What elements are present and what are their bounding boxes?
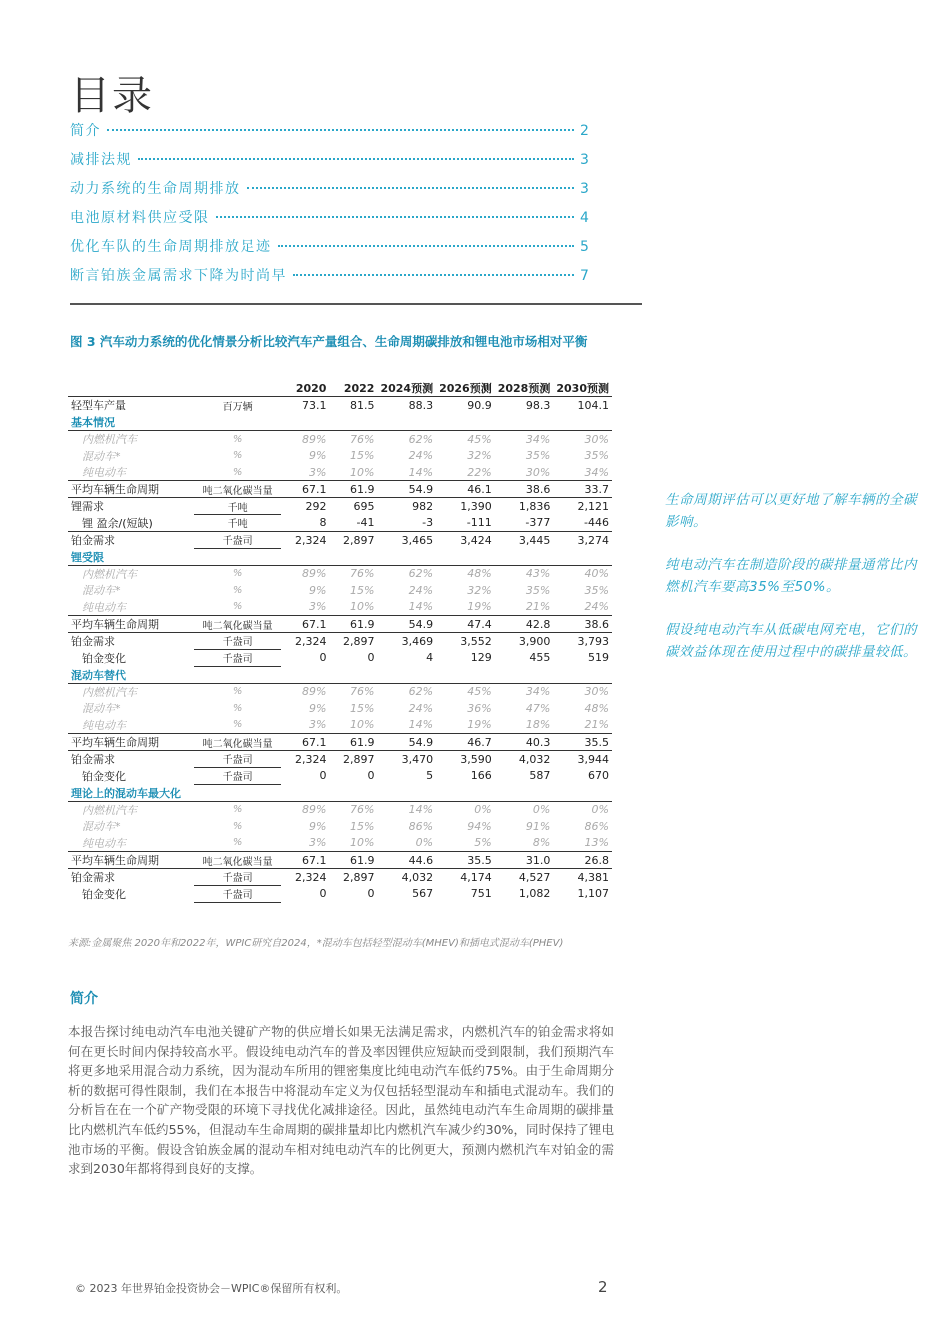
cell-value: 3,465: [401, 533, 434, 547]
row-label: 铂金变化: [82, 769, 126, 783]
production-row: [68, 397, 612, 414]
cell-value: 3,944: [577, 752, 609, 766]
row-unit: 百万辆: [222, 401, 253, 413]
cell-value: 455: [529, 651, 551, 665]
cell-value: 35%: [525, 449, 551, 463]
cell-value: 10%: [329, 717, 377, 734]
cell-value: 44.6: [377, 852, 436, 869]
row-label: 混动车*: [82, 702, 121, 716]
cell-value: 31.0: [495, 852, 554, 869]
cell-value: 14%: [408, 803, 434, 817]
divider: [70, 303, 642, 305]
toc-item-fleet[interactable]: 优化车队的生命周期排放足迹 5: [70, 239, 591, 255]
col-header: 2026预测: [436, 380, 495, 397]
cell-value: 89%: [302, 803, 327, 817]
row-label: 铂金变化: [82, 887, 126, 901]
cell-value: 14%: [377, 717, 436, 734]
cell-value: 76%: [350, 685, 375, 699]
cell-value: 30%: [584, 685, 609, 699]
cell-value: 38.6: [495, 481, 554, 498]
cell-value: 3%: [281, 717, 329, 734]
cell-value: 40%: [584, 567, 609, 581]
cell-value: 33.7: [553, 481, 612, 498]
cell-value: 3%: [281, 599, 329, 616]
mix-row: [68, 717, 612, 734]
cell-value: 54.9: [377, 734, 436, 751]
cell-value: 292: [305, 499, 327, 513]
cell-value: 35%: [525, 583, 551, 597]
cell-value: 9%: [309, 819, 327, 833]
mix-row: [68, 430, 612, 447]
cell-value: 61.9: [329, 852, 377, 869]
data-row: [68, 481, 612, 498]
row-label: 锂 盈余/(短缺): [68, 515, 194, 532]
cell-value: 129: [470, 651, 492, 665]
row-label: 平均车辆生命周期: [68, 481, 194, 498]
cell-value: 982: [412, 499, 434, 513]
row-label: 混动车*: [82, 449, 121, 463]
cell-value: 2,324: [294, 752, 327, 766]
row-label: 纯电动车: [68, 717, 194, 734]
cell-value: 15%: [350, 583, 375, 597]
cell-value: 8: [281, 515, 329, 532]
data-row: [68, 734, 612, 751]
cell-value: 24%: [408, 583, 434, 597]
col-header: 2028预测: [495, 380, 554, 397]
cell-value: 76%: [350, 567, 375, 581]
cell-value: 67.1: [281, 734, 329, 751]
section-header: [68, 784, 612, 801]
row-unit: %: [232, 433, 243, 445]
toc-item-regulation[interactable]: 减排法规 3: [70, 152, 591, 168]
cell-value: 15%: [350, 449, 375, 463]
data-row: [68, 616, 612, 633]
cell-value: 89%: [302, 567, 327, 581]
cell-value: 15%: [350, 819, 375, 833]
cell-value: 4,381: [577, 870, 609, 884]
table-of-contents: [70, 120, 590, 294]
cell-value: 0: [319, 651, 327, 665]
cell-value: 3,469: [401, 634, 434, 648]
cell-value: -41: [329, 515, 377, 532]
cell-value: -3: [377, 515, 436, 532]
cell-value: 5: [426, 769, 434, 783]
sidebar-note: 假设纯电动汽车从低碳电网充电，它们的碳效益体现在使用过程中的碳排量较低。: [665, 622, 917, 660]
cell-value: 9%: [309, 449, 327, 463]
cell-value: 45%: [467, 432, 492, 446]
cell-value: 34%: [525, 685, 551, 699]
row-label: 混动车*: [82, 820, 121, 834]
row-unit: 吨二氧化碳当量: [194, 852, 282, 869]
cell-value: 24%: [408, 449, 434, 463]
cell-value: 670: [588, 769, 609, 783]
col-header: 2024预测: [377, 380, 436, 397]
footer-copyright: © 2023 年世界铂金投资协会－WPIC®保留所有权利。: [75, 1282, 348, 1295]
cell-value: 21%: [495, 599, 554, 616]
cell-value: 38.6: [553, 616, 612, 633]
cell-value: 40.3: [495, 734, 554, 751]
cell-value: 3,424: [460, 533, 492, 547]
cell-value: 695: [353, 499, 375, 513]
cell-value: 19%: [436, 599, 495, 616]
cell-value: 54.9: [377, 481, 436, 498]
row-unit: %: [232, 820, 243, 832]
mix-row: [68, 599, 612, 616]
cell-value: 9%: [309, 701, 327, 715]
mix-row: [68, 565, 612, 582]
cell-value: 67.1: [281, 852, 329, 869]
cell-value: 4,032: [401, 870, 434, 884]
cell-value: 2,897: [342, 870, 375, 884]
row-label: 内燃机汽车: [82, 567, 137, 581]
row-unit: 吨二氧化碳当量: [194, 481, 282, 498]
row-label: 平均车辆生命周期: [68, 852, 194, 869]
row-unit: %: [194, 464, 282, 481]
row-unit: 千盎司: [194, 869, 282, 886]
cell-value: 26.8: [553, 852, 612, 869]
cell-value: 62%: [408, 567, 434, 581]
cell-value: 1,082: [518, 887, 551, 901]
row-unit: 千盎司: [194, 767, 282, 784]
cell-value: 62%: [408, 432, 434, 446]
cell-value: 14%: [377, 464, 436, 481]
row-unit: %: [232, 450, 243, 462]
data-row: [68, 885, 612, 902]
cell-value: 3,274: [577, 533, 609, 547]
cell-value: 91%: [525, 819, 551, 833]
cell-value: 45%: [467, 685, 492, 699]
cell-value: 166: [470, 769, 492, 783]
cell-value: 35%: [584, 449, 609, 463]
section-title: 锂受限: [68, 548, 612, 565]
cell-value: 61.9: [329, 481, 377, 498]
row-unit: %: [232, 702, 243, 714]
row-label: 锂需求: [71, 500, 104, 514]
cell-value: 30%: [584, 432, 609, 446]
figure-source: 来源:金属聚焦 2020年和2022年，WPIC研究自2024，*混动车包括轻型混动车(MHEV)和插电式混动车(PHEV): [68, 938, 564, 949]
row-unit: 千吨: [194, 498, 282, 515]
row-label: 轻型车产量: [71, 399, 126, 413]
cell-value: -377: [495, 515, 554, 532]
cell-value: 34%: [525, 432, 551, 446]
data-row: [68, 852, 612, 869]
toc-item-pgm[interactable]: 断言铂族金属需求下降为时尚早 7: [70, 268, 591, 284]
row-unit: 千盎司: [194, 885, 282, 902]
cell-value: 1,107: [577, 887, 609, 901]
toc-item-lifecycle[interactable]: 动力系统的生命周期排放 3: [70, 181, 591, 197]
cell-value: 54.9: [377, 616, 436, 633]
row-unit: 千吨: [194, 515, 282, 532]
cell-value: 34%: [553, 464, 612, 481]
cell-value: 86%: [408, 819, 434, 833]
cell-value: 42.8: [495, 616, 554, 633]
row-label: 平均车辆生命周期: [68, 616, 194, 633]
row-label: 铂金需求: [71, 753, 115, 767]
cell-value: 1,836: [518, 499, 551, 513]
cell-value: 1,390: [460, 499, 492, 513]
cell-value: 90.9: [467, 398, 492, 412]
cell-value: 67.1: [281, 481, 329, 498]
data-row: [68, 633, 612, 650]
row-unit: %: [232, 568, 243, 580]
data-row: [68, 531, 612, 548]
data-row: [68, 751, 612, 768]
section-header: [68, 666, 612, 683]
row-unit: 吨二氧化碳当量: [194, 734, 282, 751]
toc-item-battery[interactable]: 电池原材料供应受限 4: [70, 210, 591, 226]
cell-value: 5%: [436, 835, 495, 852]
cell-value: 8%: [495, 835, 554, 852]
row-label: 内燃机汽车: [82, 433, 137, 447]
cell-value: 0%: [532, 803, 551, 817]
row-unit: %: [232, 584, 243, 596]
cell-value: 3,552: [460, 634, 492, 648]
cell-value: 2,897: [342, 634, 375, 648]
col-header: 2020: [281, 380, 329, 397]
cell-value: 0%: [474, 803, 492, 817]
figure-title: 图 3 汽车动力系统的优化情景分析比较汽车产量组合、生命周期碳排放和锂电池市场相对平衡: [70, 334, 588, 349]
cell-value: 94%: [467, 819, 492, 833]
cell-value: -446: [553, 515, 612, 532]
row-label: 纯电动车: [68, 464, 194, 481]
cell-value: 76%: [350, 432, 375, 446]
row-label: 纯电动车: [68, 835, 194, 852]
toc-item-intro[interactable]: 简介 2: [70, 123, 591, 139]
cell-value: 3%: [281, 835, 329, 852]
cell-value: 30%: [495, 464, 554, 481]
row-label: 纯电动车: [68, 599, 194, 616]
row-label: 铂金变化: [82, 651, 126, 665]
cell-value: -111: [436, 515, 495, 532]
row-unit: 千盎司: [194, 649, 282, 666]
cell-value: 61.9: [329, 734, 377, 751]
cell-value: 73.1: [301, 398, 327, 412]
cell-value: 32%: [467, 449, 492, 463]
cell-value: 4,032: [518, 752, 551, 766]
cell-value: 3,900: [518, 634, 551, 648]
cell-value: 24%: [408, 701, 434, 715]
cell-value: 67.1: [281, 616, 329, 633]
cell-value: 2,897: [342, 752, 375, 766]
cell-value: 15%: [350, 701, 375, 715]
cell-value: 519: [588, 651, 609, 665]
cell-value: 2,897: [342, 533, 375, 547]
cell-value: 35.5: [436, 852, 495, 869]
row-unit: %: [194, 835, 282, 852]
row-label: 内燃机汽车: [82, 685, 137, 699]
cell-value: 3%: [281, 464, 329, 481]
cell-value: 10%: [329, 599, 377, 616]
cell-value: 9%: [309, 583, 327, 597]
cell-value: 2,324: [294, 870, 327, 884]
cell-value: 2,324: [294, 634, 327, 648]
cell-value: 14%: [377, 599, 436, 616]
cell-value: 36%: [467, 701, 492, 715]
cell-value: 46.1: [436, 481, 495, 498]
cell-value: 0: [319, 769, 327, 783]
cell-value: 587: [529, 769, 551, 783]
scenario-table: [68, 380, 612, 903]
cell-value: 0: [367, 651, 375, 665]
intro-heading: 简介: [70, 991, 98, 1007]
mix-row: [68, 835, 612, 852]
cell-value: 47%: [525, 701, 551, 715]
mix-row: [68, 683, 612, 700]
cell-value: 0%: [591, 803, 609, 817]
cell-value: 47.4: [436, 616, 495, 633]
sidebar-note: 生命周期评估可以更好地了解车辆的全碳影响。: [665, 492, 917, 530]
cell-value: 32%: [467, 583, 492, 597]
cell-value: 10%: [329, 835, 377, 852]
cell-value: 89%: [302, 432, 327, 446]
cell-value: 10%: [329, 464, 377, 481]
row-unit: 千盎司: [194, 531, 282, 548]
cell-value: 18%: [495, 717, 554, 734]
table-body: [68, 397, 612, 902]
page-number: 2: [598, 1278, 608, 1296]
mix-row: [68, 582, 612, 599]
cell-value: 62%: [408, 685, 434, 699]
col-header: 2030预测: [553, 380, 612, 397]
toc-title: 目录: [70, 73, 154, 119]
row-unit: 千盎司: [194, 633, 282, 650]
cell-value: 89%: [302, 685, 327, 699]
data-row: [68, 498, 612, 515]
data-row: [68, 515, 612, 532]
row-unit: %: [232, 686, 243, 698]
cell-value: 48%: [467, 567, 492, 581]
cell-value: 61.9: [329, 616, 377, 633]
row-unit: %: [194, 599, 282, 616]
cell-value: 13%: [553, 835, 612, 852]
cell-value: 3,793: [577, 634, 609, 648]
cell-value: 0: [319, 887, 327, 901]
section-header: [68, 548, 612, 565]
mix-row: [68, 818, 612, 835]
row-label: 铂金需求: [71, 534, 115, 548]
row-label: 铂金需求: [71, 871, 115, 885]
data-row: [68, 869, 612, 886]
mix-row: [68, 447, 612, 464]
cell-value: 751: [470, 887, 492, 901]
cell-value: 98.3: [525, 398, 551, 412]
cell-value: 104.1: [577, 398, 609, 412]
cell-value: 81.5: [349, 398, 375, 412]
cell-value: 3,470: [401, 752, 434, 766]
row-label: 平均车辆生命周期: [68, 734, 194, 751]
row-unit: 吨二氧化碳当量: [194, 616, 282, 633]
section-title: 基本情况: [68, 414, 612, 431]
cell-value: 35%: [584, 583, 609, 597]
cell-value: 2,324: [294, 533, 327, 547]
data-row: [68, 649, 612, 666]
mix-row: [68, 464, 612, 481]
cell-value: 0: [367, 887, 375, 901]
cell-value: 43%: [525, 567, 551, 581]
table-header: [68, 380, 612, 397]
cell-value: 3,445: [518, 533, 551, 547]
mix-row: [68, 700, 612, 717]
cell-value: 4,527: [518, 870, 551, 884]
cell-value: 4: [426, 651, 434, 665]
cell-value: 0%: [377, 835, 436, 852]
cell-value: 21%: [553, 717, 612, 734]
row-label: 混动车*: [82, 584, 121, 598]
mix-row: [68, 801, 612, 818]
intro-body: 本报告探讨纯电动汽车电池关键矿产物的供应增长如果无法满足需求，内燃机汽车的铂金需求将如何在更长时间内保持较高水平。假设纯电动汽车的普及率因锂供应短缺而受到限制，我们预期汽车将更多地采用混合动力系统，因为混动车所用的锂密集度比纯电动汽车低约75%。由于生命周期分析的数据可得性限制，我们在本报告中将混动车定义为仅包括轻型混动车和插电式混动车。我们的分析旨在在一个矿产物受限的环境下寻找优化减排途径。因此，虽然纯电动汽车生命周期的碳排量比内燃机汽车低约55%，但混动车生命周期的碳排量却比内燃机汽车减少约30%，同时保持了锂电池市场的平衡。假设含铂族金属的混动车相对纯电动汽车的比例更大，预测内燃机汽车对铂金的需求到2030年都将得到良好的支撑。: [68, 1024, 614, 1177]
row-label: 铂金需求: [71, 635, 115, 649]
row-unit: %: [232, 804, 243, 816]
row-unit: %: [194, 717, 282, 734]
cell-value: 86%: [584, 819, 609, 833]
cell-value: 3,590: [460, 752, 492, 766]
cell-value: 567: [412, 887, 434, 901]
cell-value: 0: [367, 769, 375, 783]
data-row: [68, 767, 612, 784]
section-title: 理论上的混动车最大化: [68, 784, 612, 801]
row-label: 内燃机汽车: [82, 803, 137, 817]
cell-value: 24%: [553, 599, 612, 616]
cell-value: 35.5: [553, 734, 612, 751]
section-header: [68, 414, 612, 431]
sidebar-note: 纯电动汽车在制造阶段的碳排量通常比内燃机汽车要高35%至50%。: [665, 557, 917, 595]
cell-value: 88.3: [408, 398, 434, 412]
cell-value: 4,174: [460, 870, 492, 884]
cell-value: 19%: [436, 717, 495, 734]
section-title: 混动车替代: [68, 666, 612, 683]
col-header: 2022: [329, 380, 377, 397]
row-unit: 千盎司: [194, 751, 282, 768]
cell-value: 46.7: [436, 734, 495, 751]
cell-value: 48%: [584, 701, 609, 715]
cell-value: 2,121: [577, 499, 609, 513]
cell-value: 76%: [350, 803, 375, 817]
cell-value: 22%: [436, 464, 495, 481]
